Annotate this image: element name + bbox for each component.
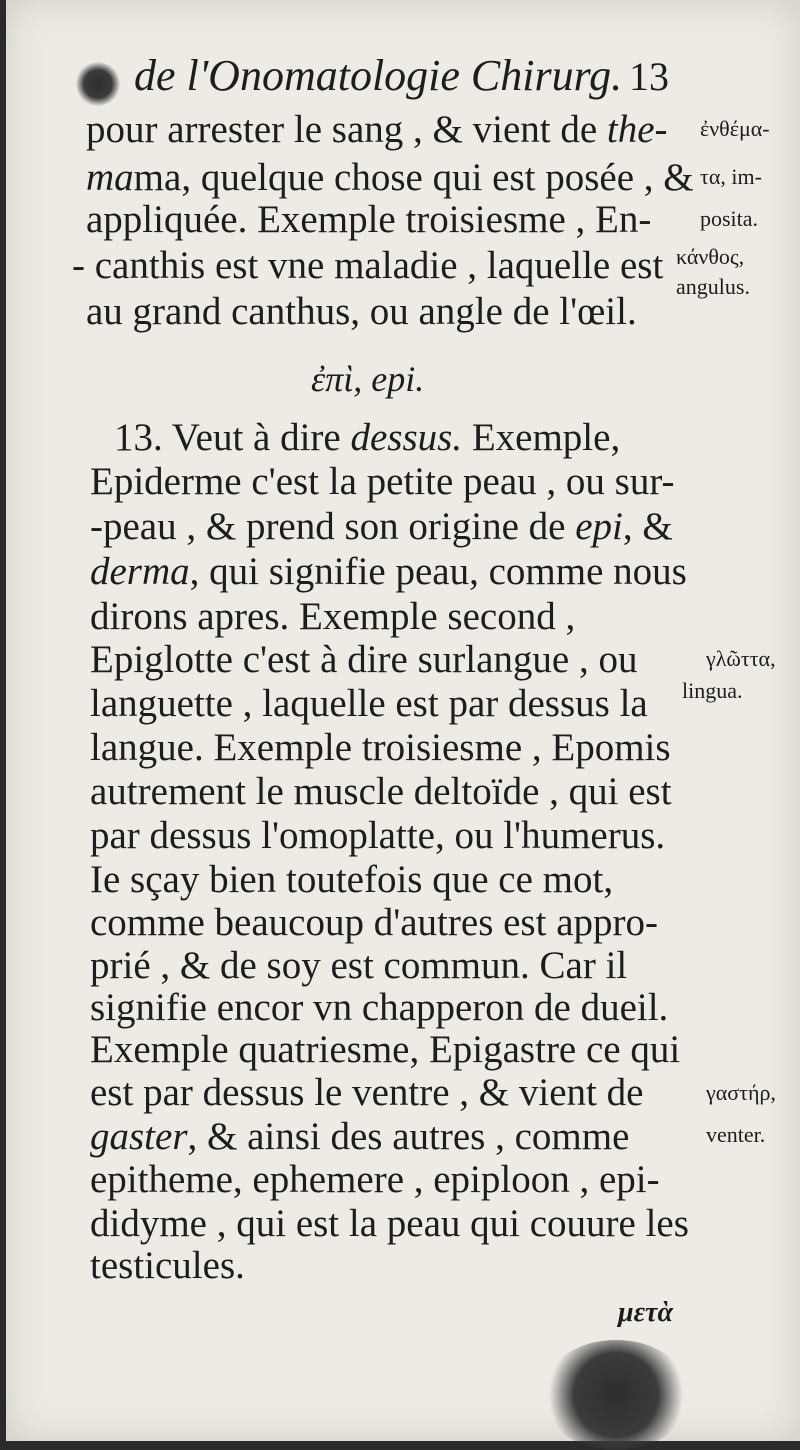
- margin-note: τα, im-: [700, 164, 762, 189]
- text-line: comme beaucoup d'autres est appro-: [90, 901, 658, 944]
- text-line: pour arrester le sang , & vient de the-: [86, 108, 668, 151]
- ink-blot-top: [76, 62, 120, 106]
- page-number: 13: [629, 54, 669, 99]
- text-line: dirons apres. Exemple second ,: [90, 595, 576, 638]
- text-line: signifie encor vn chapperon de dueil.: [90, 986, 669, 1029]
- running-header: de l'Onomatologie Chirurg.: [134, 51, 623, 100]
- margin-note: angulus.: [676, 274, 750, 299]
- margin-note: posita.: [700, 206, 759, 231]
- text-line: languette , laquelle est par dessus la: [90, 682, 648, 725]
- text-line: testicules.: [90, 1244, 245, 1287]
- text-line: Epiglotte c'est à dire surlangue , ou: [90, 638, 638, 681]
- text-line: epitheme, ephemere , epiploon , epi-: [90, 1158, 660, 1201]
- margin-note: γλῶττα,: [706, 646, 776, 671]
- margin-note: lingua.: [682, 678, 743, 703]
- text-line: didyme , qui est la peau qui couure les: [90, 1202, 689, 1245]
- text-line: gaster, & ainsi des autres , comme: [90, 1115, 630, 1158]
- section-heading: ἐπὶ, epi.: [311, 359, 425, 399]
- text-line: autrement le muscle deltoïde , qui est: [90, 770, 672, 813]
- ink-blot-bottom: [541, 1340, 691, 1450]
- text-line: -peau , & prend son origine de epi, &: [90, 505, 673, 548]
- text-line: au grand canthus, ou angle de l'œil.: [86, 290, 637, 333]
- text-line: Exemple quatriesme, Epigastre ce qui: [90, 1028, 681, 1071]
- text-line: Epiderme c'est la petite peau , ou sur-: [90, 460, 675, 503]
- text-line: par dessus l'omoplatte, ou l'humerus.: [90, 814, 666, 857]
- margin-note: ἐνθέμα-: [700, 116, 770, 141]
- text-line: langue. Exemple troisiesme , Epomis: [90, 726, 671, 769]
- text-line: appliquée. Exemple troisiesme , En-: [86, 198, 652, 241]
- catchword: μετὰ: [618, 1297, 673, 1328]
- text-line: - canthis est vne maladie , laquelle est: [72, 244, 664, 287]
- text-line: 13. Veut à dire dessus. Exemple,: [114, 416, 621, 459]
- text-line: mama, quelque chose qui est posée , &: [86, 156, 694, 199]
- text-line: prié , & de soy est commun. Car il: [90, 944, 628, 987]
- margin-note: venter.: [706, 1122, 766, 1147]
- margin-note: κάνθος,: [676, 244, 745, 269]
- text-line: derma, qui signifie peau, comme nous: [90, 550, 687, 593]
- book-page: [6, 0, 800, 1441]
- margin-note: γαστήρ,: [706, 1080, 776, 1105]
- text-line: Ie sçay bien toutefois que ce mot,: [90, 858, 614, 901]
- text-line: est par dessus le ventre , & vient de: [90, 1071, 644, 1114]
